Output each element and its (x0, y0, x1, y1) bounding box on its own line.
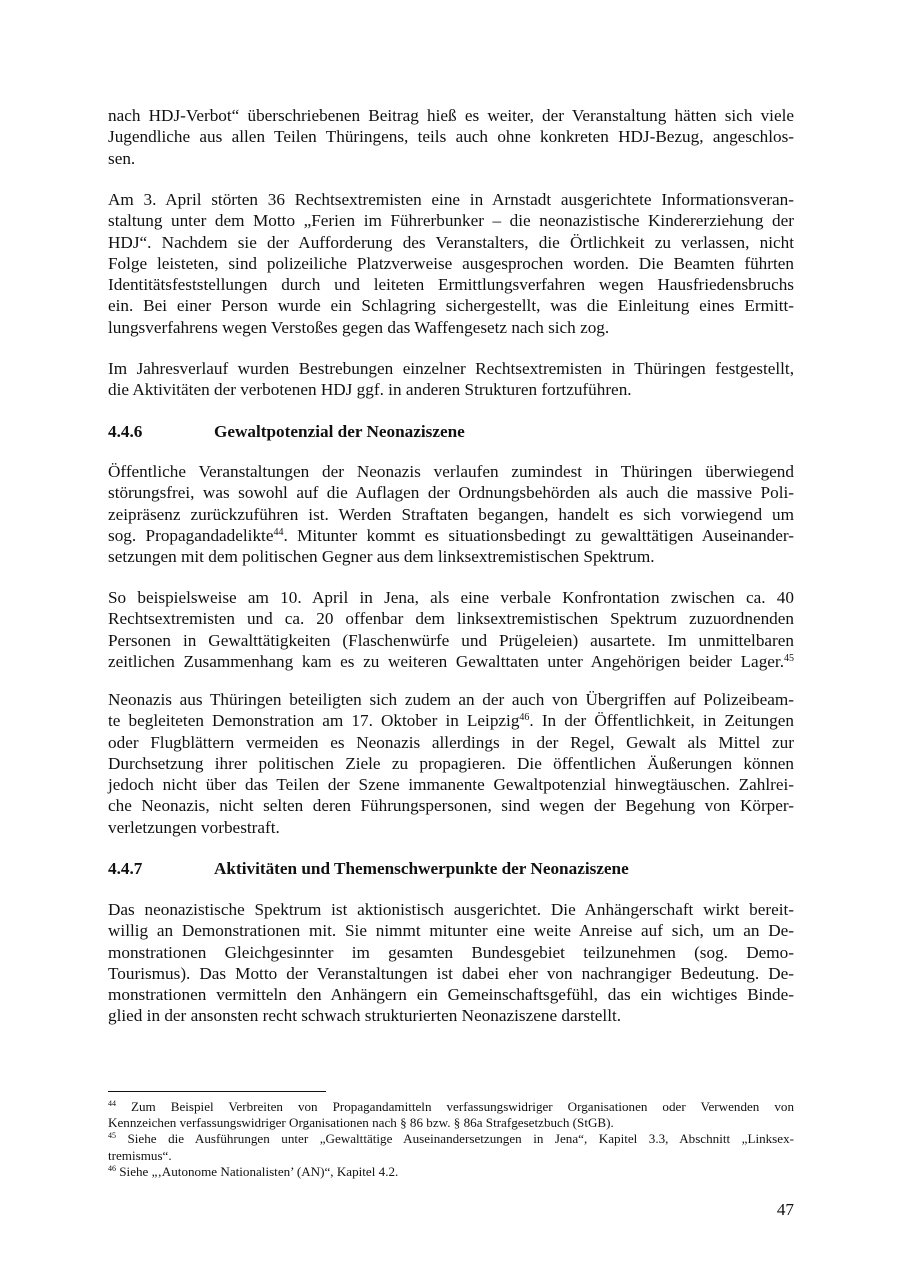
footnote-ref-46: 46 (519, 712, 530, 724)
text-line: monstrationen vermitteln den Anhängern ein Gemeinschaftsgefühl, das ein wichtiges Binde- (108, 985, 794, 1005)
text-line: Tourismus). Das Motto der Veranstaltungen ist dabei eher von nachrangiger Bedeutung. De- (108, 963, 794, 983)
text-line: oder Flugblättern vermeiden es Neonazis allerdings in der Regel, Gewalt als Mittel zur (108, 732, 794, 752)
section-title: Gewaltpotenzial der Neonaziszene (214, 422, 465, 441)
text-line: glied in der ansonsten recht schwach strukturierten Neonaziszene darstellt. (108, 1006, 622, 1026)
text-line: So beispielsweise am 10. April in Jena, als eine verbale Konfrontation zwischen ca. 40 (108, 588, 794, 607)
text-line: verletzungen vorbestraft. (108, 817, 280, 837)
paragraph-jena-confrontation (108, 587, 794, 672)
section-number: 4.4.6 (108, 422, 143, 441)
section-number: 4.4.7 (108, 859, 143, 878)
text-line: Im Jahresverlauf wurden Bestrebungen einzelner Rechtsextremisten in Thüringen festgestellt, (108, 359, 794, 378)
text-run: te begleiteten Demonstration am 17. Oktober in Leipzig (108, 711, 520, 731)
footnote-46 (108, 1164, 794, 1180)
paragraph-leipzig-demonstration (108, 689, 794, 838)
footnote-ref-45: 45 (784, 652, 794, 664)
text-line (108, 651, 794, 672)
page-number: 47 (776, 1200, 794, 1219)
text-line: sen. (108, 148, 136, 168)
footnote-44-continued: Kennzeichen verfassungswidriger Organisationen nach § 86 bzw. § 86a Strafgesetzbuch (StGB). (108, 1115, 614, 1131)
footnote-number: 46 (108, 1163, 116, 1173)
text-line: jedoch nicht über das Teilen der Szene immanente Gewaltpotenzial hinwegtäuschen. Zahlrei- (108, 775, 794, 795)
text-line: HDJ“. Nachdem sie der Aufforderung des Veranstalters, die Örtlichkeit zu verlassen, nicht (108, 232, 794, 252)
footnote-44 (108, 1099, 794, 1115)
footnote-45 (108, 1131, 794, 1147)
footnote-text: Siehe die Ausführungen unter „Gewalttätige Auseinandersetzungen in Jena“, Kapitel 3.3, Abschnitt „Linksex- (116, 1131, 794, 1147)
text-line: monstrationen Gleichgesinnter im gesamten Bundesgebiet teilzunehmen (sog. Demo- (108, 942, 794, 962)
text-line: ein. Bei einer Person wurde ein Schlagring sichergestellt, was die Einleitung eines Ermitt- (108, 296, 794, 316)
text-line: Durchsetzung ihrer politischen Ziele zu propagieren. Die öffentlichen Äußerungen können (108, 753, 794, 773)
paragraph-neonazi-activities (108, 899, 794, 1027)
footnotes (108, 1099, 794, 1180)
text-line: Öffentliche Veranstaltungen der Neonazis verlaufen zumindest in Thüringen überwiegend (108, 462, 794, 481)
text-line: nach HDJ-Verbot“ überschriebenen Beitrag hieß es weiter, der Veranstaltung hätten sich viele (108, 106, 794, 125)
text-line: willig an Demonstrationen mit. Sie nimmt mitunter eine weite Anreise auf sich, um an De- (108, 921, 794, 941)
footnote-separator (108, 1091, 326, 1092)
text-line: die Aktivitäten der verbotenen HDJ ggf. in anderen Strukturen fortzuführen. (108, 380, 632, 400)
text-run: sog. Propagandadelikte (108, 525, 274, 545)
paragraph-public-events (108, 461, 794, 567)
text-line: Neonazis aus Thüringen beteiligten sich zudem an der auch von Übergriffen auf Polizeibeam- (108, 690, 794, 709)
text-run: zeitlichen Zusammenhang kam es zu weiteren Gewalttaten unter Angehörigen beider Lager. (108, 651, 784, 671)
text-run: . Mitunter kommt es situationsbedingt zu gewalttätigen Auseinander- (283, 525, 794, 545)
footnote-number: 44 (108, 1099, 116, 1108)
section-heading-4-4-7 (108, 858, 629, 880)
text-line: setzungen mit dem politischen Gegner aus dem linksextremistischen Spektrum. (108, 547, 655, 567)
paragraph-hdj-verbot-continuation (108, 105, 794, 169)
footnote-text: Zum Beispiel Verbreiten von Propagandamitteln verfassungswidriger Organisationen oder Verwenden von (116, 1099, 794, 1114)
text-line: Identitätsfeststellungen durch und leiteten Ermittlungsverfahren wegen Hausfriedensbruchs (108, 275, 794, 295)
text-line: staltung unter dem Motto „Ferien im Führerbunker – die neonazistische Kindererziehung der (108, 211, 794, 231)
text-line: störungsfrei, was sowohl auf die Auflagen der Ordnungsbehörden als auch die massive Poli- (108, 483, 794, 503)
text-run: . In der Öffentlichkeit, in Zeitungen (529, 711, 794, 731)
text-line: lungsverfahrens wegen Verstoßes gegen das Waffengesetz nach sich zog. (108, 317, 610, 337)
text-line (108, 525, 794, 546)
paragraph-arnstadt-incident (108, 189, 794, 338)
footnote-text: Siehe „‚Autonome Nationalisten’ (AN)“, Kapitel 4.2. (116, 1163, 399, 1179)
text-line: Das neonazistische Spektrum ist aktionistisch ausgerichtet. Die Anhängerschaft wirkt bereit- (108, 900, 794, 919)
footnote-number: 45 (108, 1131, 116, 1141)
footnote-ref-44: 44 (273, 526, 284, 538)
text-line: Folge leisteten, sind polizeiliche Platzverweise ausgesprochen worden. Die Beamten führten (108, 253, 794, 273)
text-line: Rechtsextremisten und ca. 20 offenbar dem linksextremistischen Spektrum zuzuordnenden (108, 609, 794, 629)
text-line: Personen in Gewalttätigkeiten (Flaschenwürfe und Prügeleien) ausartete. Im unmittelbaren (108, 630, 794, 650)
text-line: zeipräsenz zurückzuführen ist. Werden Straftaten begangen, handelt es sich vorwiegend um (108, 504, 794, 524)
text-line (108, 710, 794, 731)
section-heading-4-4-6 (108, 421, 465, 443)
text-line: Am 3. April störten 36 Rechtsextremisten eine in Arnstadt ausgerichtete Informationsveran- (108, 190, 794, 209)
section-title: Aktivitäten und Themenschwerpunkte der Neonaziszene (214, 859, 629, 878)
paragraph-hdj-structures (108, 358, 794, 401)
text-line: Jugendliche aus allen Teilen Thüringens, teils auch ohne konkreten HDJ-Bezug, angeschlos- (108, 127, 794, 147)
text-line: che Neonazis, nicht selten deren Führungspersonen, sind wegen der Begehung von Körper- (108, 796, 794, 816)
footnote-45-continued: tremismus“. (108, 1147, 172, 1163)
